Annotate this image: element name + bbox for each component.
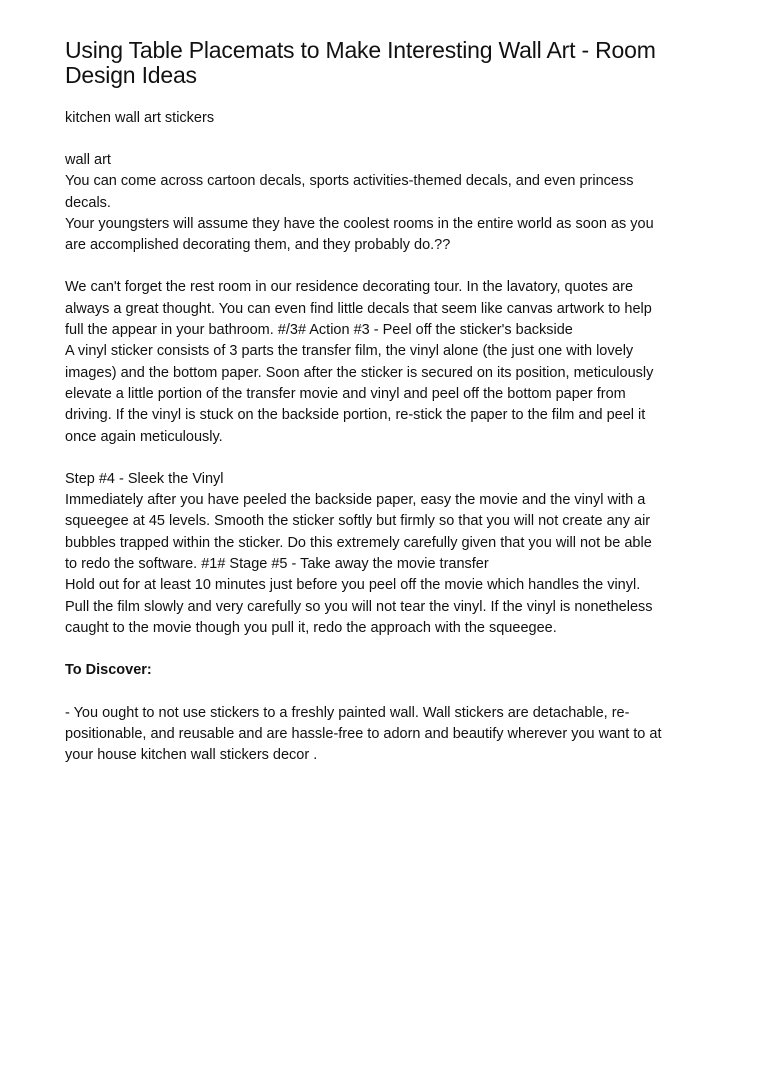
section-step-4	[65, 469, 715, 639]
text-line: Pull the film slowly and very carefully so you will not tear the vinyl. If the vinyl is nonetheless	[65, 598, 653, 615]
document-title	[65, 38, 715, 88]
text-line: bubbles trapped within the sticker. Do this extremely carefully given that you will not be able	[65, 534, 652, 551]
text-line: Immediately after you have peeled the backside paper, easy the movie and the vinyl with a	[65, 492, 646, 509]
section-heading: To Discover:	[65, 662, 152, 679]
text-line: your house kitchen wall stickers decor .	[65, 747, 318, 764]
text-line: full the appear in your bathroom. #/3# Action #3 - Peel off the sticker's backside	[65, 322, 573, 339]
text-line: We can't forget the rest room in our residence decorating tour. In the lavatory, quotes are	[65, 279, 634, 296]
section-discover-body	[65, 703, 715, 767]
text-line: Hold out for at least 10 minutes just before you peel off the movie which handles the vinyl.	[65, 577, 641, 594]
text-line: decals.	[65, 194, 111, 211]
text-line: are accomplished decorating them, and they probably do.??	[65, 237, 451, 254]
text-line: always a great thought. You can even find little decals that seem like canvas artwork to help	[65, 300, 652, 317]
text-line: caught to the movie though you pull it, redo the approach with the squeegee.	[65, 619, 557, 636]
text-line: Your youngsters will assume they have the coolest rooms in the entire world as soon as you	[65, 215, 654, 232]
section-rest-room	[65, 277, 715, 447]
document-subtitle: kitchen wall art stickers	[65, 110, 215, 126]
document-content	[65, 38, 715, 766]
text-line: positionable, and reusable and are hassle-free to adorn and beautify wherever you want to at	[65, 725, 662, 742]
text-line: images) and the bottom paper. Soon after the sticker is secured on its position, meticulously	[65, 364, 654, 381]
text-line: once again meticulously.	[65, 428, 223, 445]
text-line: You can come across cartoon decals, sports activities-themed decals, and even princess	[65, 173, 634, 190]
text-line: elevate a little portion of the transfer movie and vinyl and peel off the bottom paper from	[65, 385, 626, 402]
title-line: Design Ideas	[65, 62, 197, 88]
section-heading-discover	[65, 660, 715, 681]
text-line: squeegee at 45 levels. Smooth the sticker softly but firmly so that you will not create any air	[65, 513, 651, 530]
text-line: driving. If the vinyl is stuck on the backside portion, re-stick the paper to the film and peel it	[65, 407, 646, 424]
text-line: A vinyl sticker consists of 3 parts the transfer film, the vinyl alone (the just one with lovely	[65, 343, 634, 360]
section-wall-art	[65, 150, 715, 256]
text-line: - You ought to not use stickers to a freshly painted wall. Wall stickers are detachable, re-	[65, 704, 630, 721]
title-line: Using Table Placemats to Make Interesting Wall Art - Room	[65, 37, 656, 63]
text-line: Step #4 - Sleek the Vinyl	[65, 470, 224, 487]
text-line: to redo the software. #1# Stage #5 - Take away the movie transfer	[65, 556, 489, 573]
text-line: wall art	[65, 152, 111, 168]
